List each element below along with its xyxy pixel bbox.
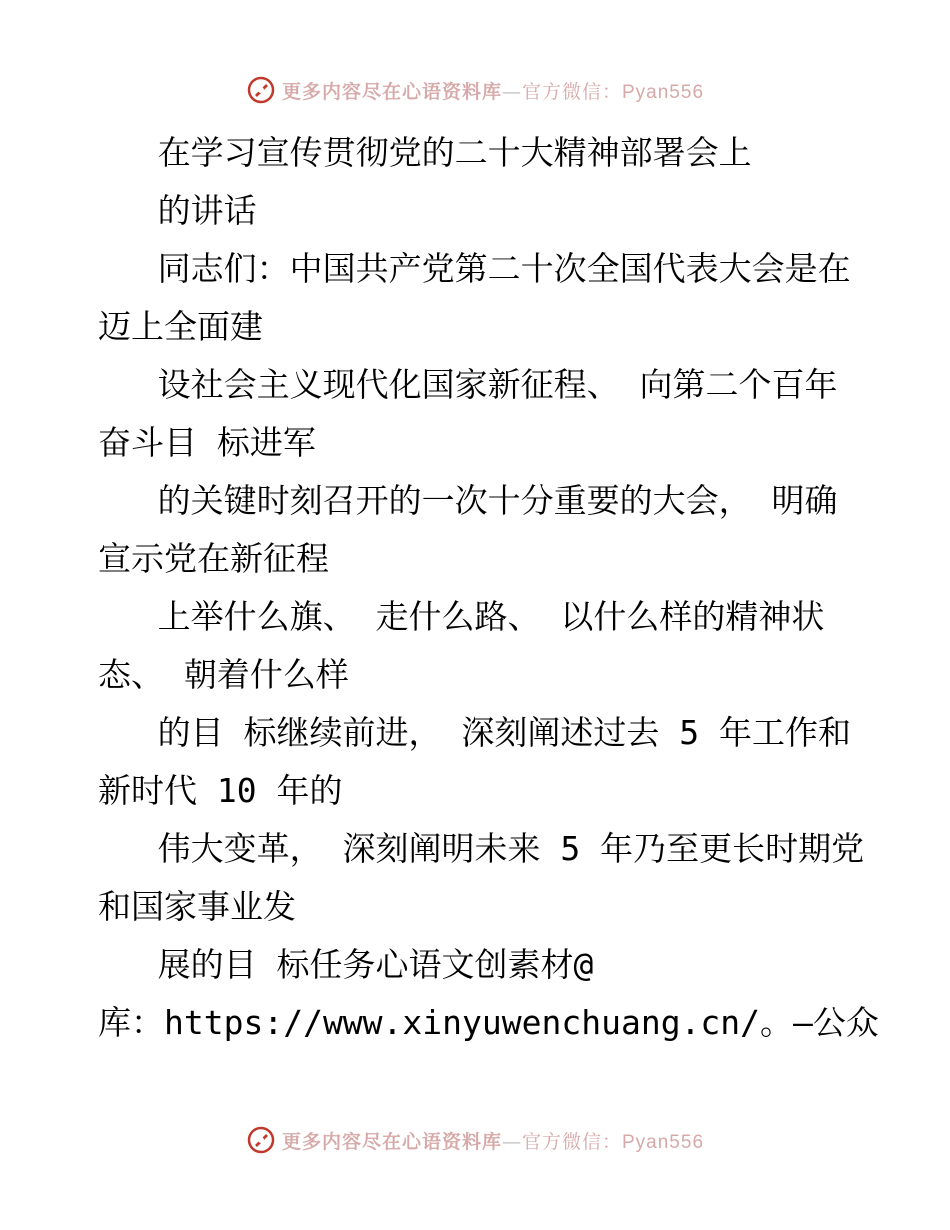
header-wechat-id: 官方微信：Pyan556 <box>522 81 705 103</box>
brand-logo-icon <box>246 75 276 105</box>
document-line: 伟大变革， 深刻阐明未来 5 年乃至更长时期党 <box>98 829 865 868</box>
document-body <box>98 124 879 1052</box>
document-line: 设社会主义现代化国家新征程、 向第二个百年 <box>98 365 838 404</box>
document-line: 在学习宣传贯彻党的二十大精神部署会上 <box>98 133 752 172</box>
document-line: 同志们：中国共产党第二十次全国代表大会是在 <box>98 249 851 288</box>
document-line: 迈上全面建 <box>98 307 263 346</box>
document-line: 新时代 10 年的 <box>98 771 343 810</box>
document-line: 态、 朝着什么样 <box>98 655 349 694</box>
document-line: 奋斗目 标进军 <box>98 423 316 462</box>
document-line: 上举什么旗、 走什么路、 以什么样的精神状 <box>98 597 825 636</box>
document-line: 宣示党在新征程 <box>98 539 329 578</box>
footer-banner <box>0 1120 950 1160</box>
document-line: 的讲话 <box>98 191 257 230</box>
header-banner <box>0 70 950 110</box>
document-line: 的关键时刻召开的一次十分重要的大会， 明确 <box>98 481 838 520</box>
header-banner-text: 更多内容尽在心语资料库—官方微信：Pyan556 <box>281 80 705 103</box>
document-line: 库：https://www.xinyuwenchuang.cn/。—公众 <box>98 1003 879 1042</box>
document-line: 和国家事业发 <box>98 887 296 926</box>
footer-banner-text: 更多内容尽在心语资料库—官方微信：Pyan556 <box>281 1130 705 1153</box>
document-line: 展的目 标任务心语文创素材@ <box>98 945 594 984</box>
document-line: 的目 标继续前进， 深刻阐述过去 5 年工作和 <box>98 713 851 752</box>
brand-logo-icon <box>246 1125 276 1155</box>
footer-wechat-id: 官方微信：Pyan556 <box>522 1131 705 1153</box>
